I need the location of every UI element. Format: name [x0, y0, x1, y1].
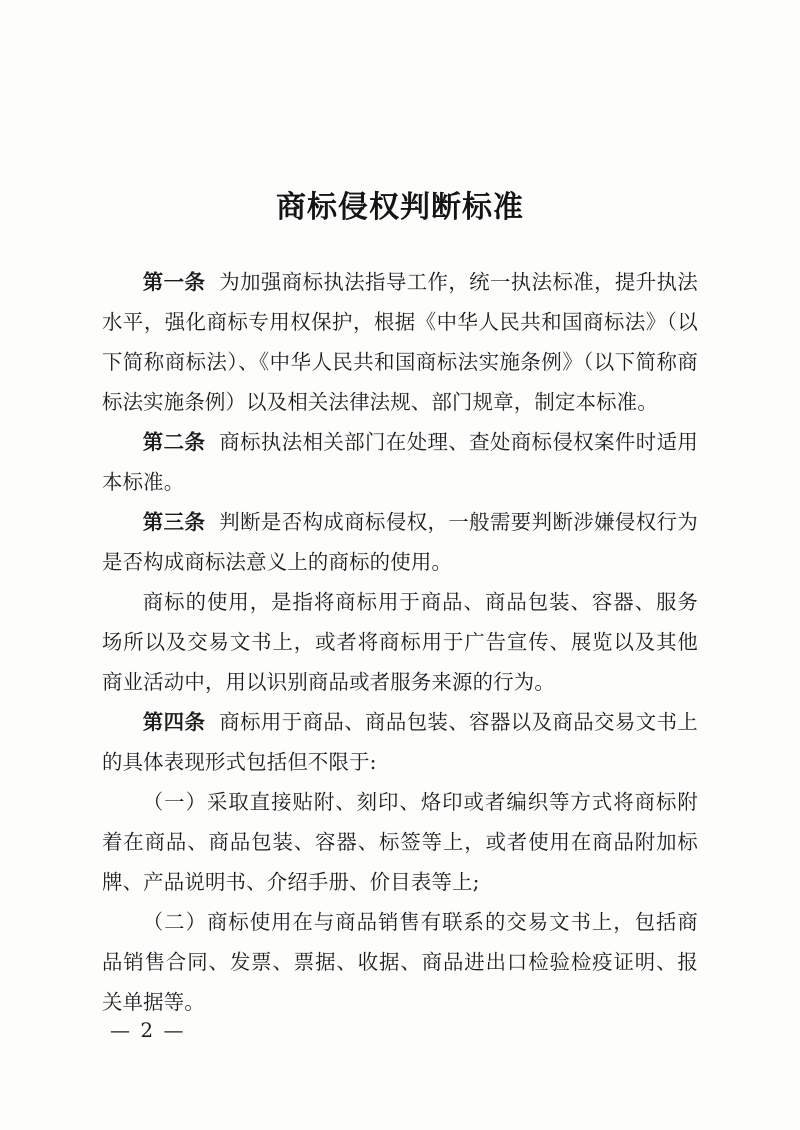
article-3-text: 判断是否构成商标侵权，一般需要判断涉嫌侵权行为是否构成商标法意义上的商标的使用。	[102, 510, 698, 574]
article-4-item-2-paragraph	[102, 902, 698, 1022]
page-title: 商标侵权判断标准	[276, 190, 524, 225]
article-4-item-1-text: （一）采取直接贴附、刻印、烙印或者编织等方式将商标附着在商品、商品包装、容器、标签等上，或者使用在商品附加标牌、产品说明书、介绍手册、价目表等上;	[102, 790, 698, 894]
page-number: — 2 —	[110, 1018, 186, 1042]
article-3-label: 第三条	[142, 510, 206, 534]
document-body	[102, 262, 698, 1022]
trademark-use-definition-text: 商标的使用，是指将商标用于商品、商品包装、容器、服务场所以及交易文书上，或者将商标用于广告宣传、展览以及其他商业活动中，用以识别商品或者服务来源的行为。	[102, 590, 698, 694]
article-3-paragraph	[102, 502, 698, 582]
article-4-label: 第四条	[142, 710, 206, 734]
article-1-text: 为加强商标执法指导工作，统一执法标准，提升执法水平，强化商标专用权保护，根据《中华人民共和国商标法》（以下简称商标法）、《中华人民共和国商标法实施条例》（以下简称商标法实施条例）以及相关法律法规、部门规章，制定本标准。	[102, 270, 698, 414]
article-4-text: 商标用于商品、商品包装、容器以及商品交易文书上的具体表现形式包括但不限于:	[102, 710, 698, 774]
article-4-item-1-paragraph	[102, 782, 698, 902]
article-1-label: 第一条	[142, 270, 206, 294]
article-2-label: 第二条	[142, 430, 206, 454]
article-2-paragraph	[102, 422, 698, 502]
article-4-item-2-text: （二）商标使用在与商品销售有联系的交易文书上，包括商品销售合同、发票、票据、收据、商品进出口检验检疫证明、报关单据等。	[102, 910, 698, 1014]
trademark-use-definition-paragraph	[102, 582, 698, 702]
article-4-paragraph	[102, 702, 698, 782]
article-2-text: 商标执法相关部门在处理、查处商标侵权案件时适用本标准。	[102, 430, 698, 494]
article-1-paragraph	[102, 262, 698, 422]
